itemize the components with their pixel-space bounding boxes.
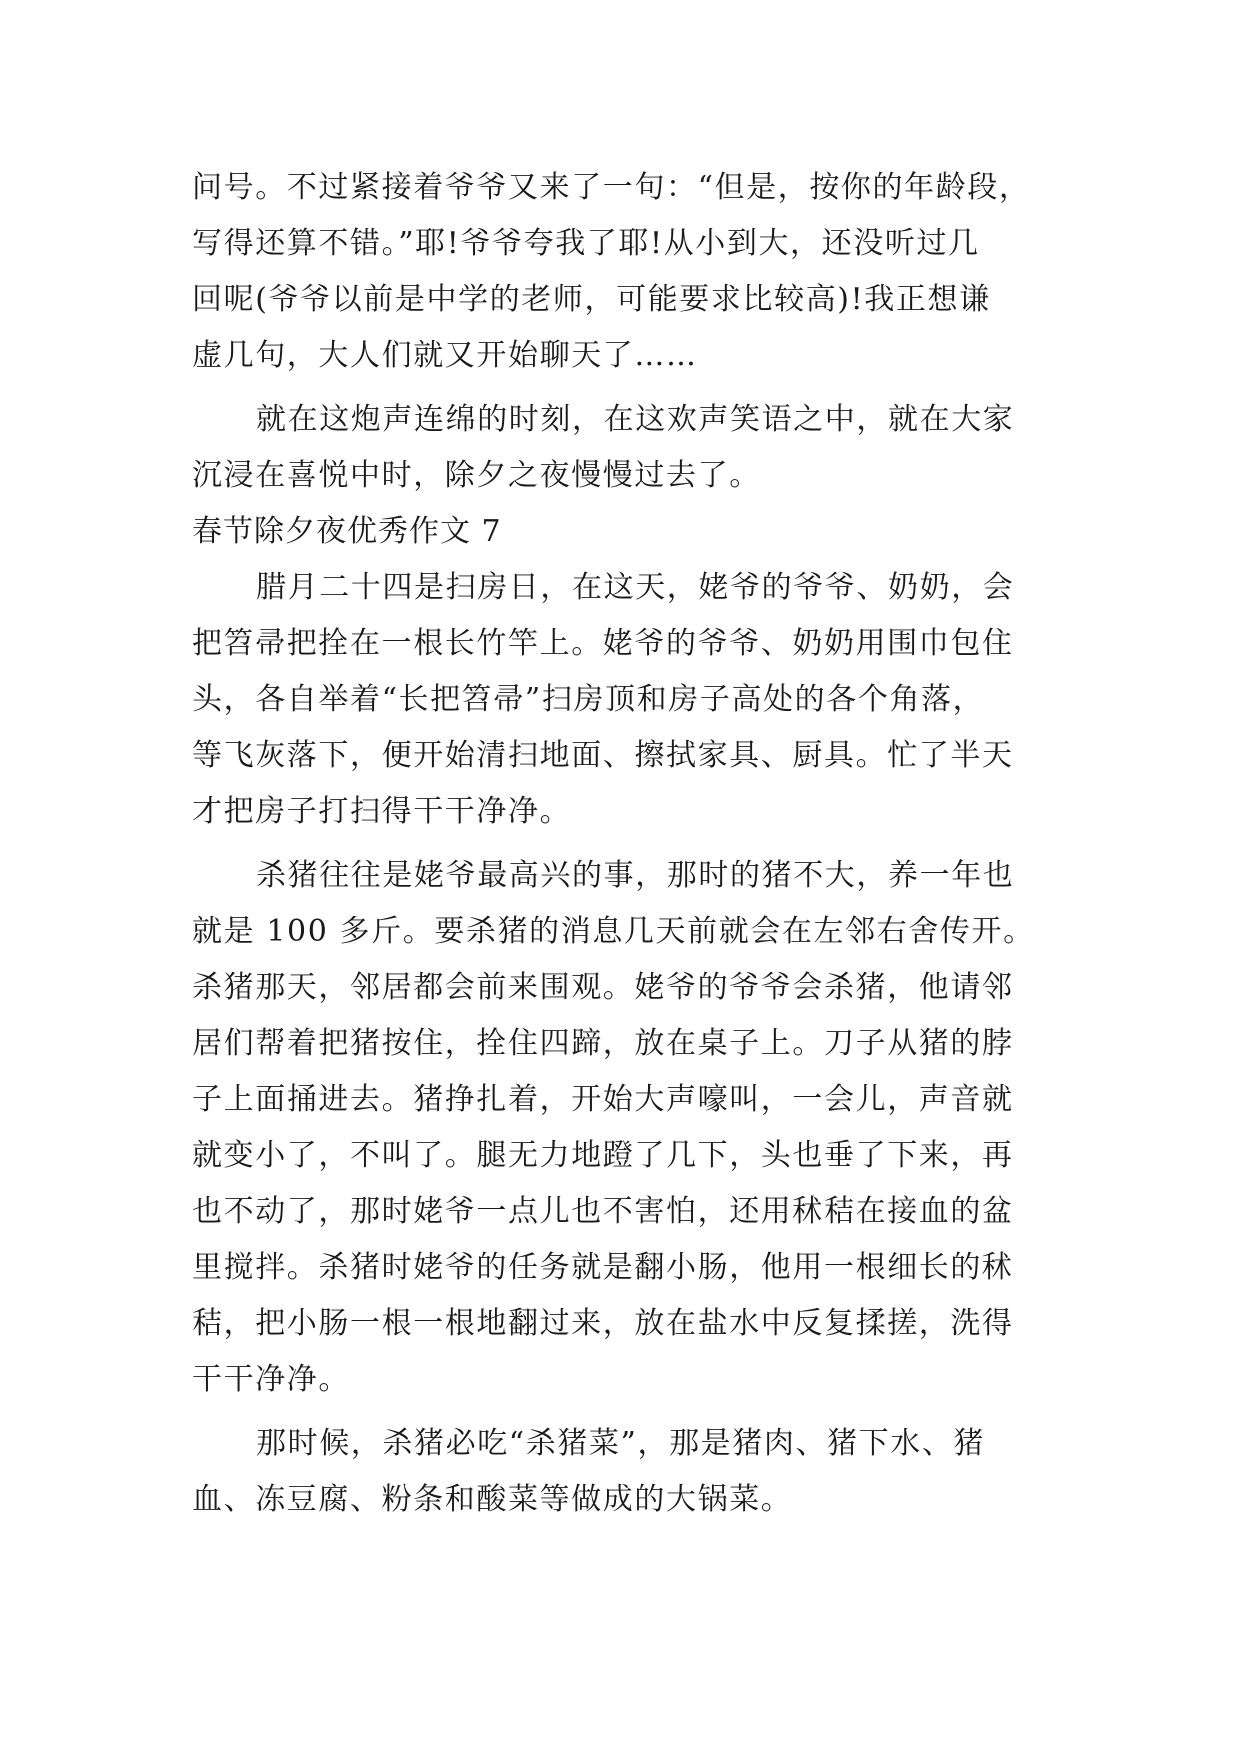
- text-line: 子上面捅进去。猪挣扎着，开始大声嚎叫，一会儿，声音就: [192, 1082, 1014, 1117]
- text-line: 居们帮着把猪按住，拴住四蹄，放在桌子上。刀子从猪的脖: [192, 1026, 1014, 1061]
- text-line: 头，各自举着“长把笤帚”扫房顶和房子高处的各个角落，: [192, 682, 985, 717]
- text-line: 才把房子打扫得干干净净。: [192, 794, 572, 829]
- text-line: 杀猪那天，邻居都会前来围观。姥爷的爷爷会杀猪，他请邻: [192, 970, 1014, 1005]
- text-line: 血、冻豆腐、粉条和酸菜等做成的大锅菜。: [192, 1482, 793, 1517]
- text-line: 就在这炮声连绵的时刻，在这欢声笑语之中，就在大家: [256, 402, 1015, 437]
- paragraph: [192, 848, 1052, 1408]
- document-body: [192, 160, 1052, 1528]
- text-line: 虚几句，大人们就又开始聊天了……: [192, 338, 698, 373]
- text-line: 也不动了，那时姥爷一点儿也不害怕，还用秫秸在接血的盆: [192, 1194, 1014, 1229]
- section-heading: 春节除夕夜优秀作文 7: [192, 514, 502, 549]
- text-line: 腊月二十四是扫房日，在这天，姥爷的爷爷、奶奶，会: [256, 570, 1015, 605]
- text-line: 沉浸在喜悦中时，除夕之夜慢慢过去了。: [192, 458, 761, 493]
- paragraph: [192, 160, 1052, 384]
- text-line: 秸，把小肠一根一根地翻过来，放在盐水中反复揉搓，洗得: [192, 1306, 1014, 1341]
- paragraph: [192, 1416, 1052, 1528]
- paragraph: [192, 560, 1052, 840]
- text-line: 就变小了，不叫了。腿无力地蹬了几下，头也垂了下来，再: [192, 1138, 1014, 1173]
- text-line: 把笤帚把拴在一根长竹竿上。姥爷的爷爷、奶奶用围巾包住: [192, 626, 1014, 661]
- text-line: 回呢(爷爷以前是中学的老师，可能要求比较高)!我正想谦: [192, 282, 991, 317]
- text-line: 里搅拌。杀猪时姥爷的任务就是翻小肠，他用一根细长的秫: [192, 1250, 1014, 1285]
- paragraph: [192, 392, 1052, 504]
- text-line: 等飞灰落下，便开始清扫地面、擦拭家具、厨具。忙了半天: [192, 738, 1014, 773]
- text-line: 那时候，杀猪必吃“杀猪菜”，那是猪肉、猪下水、猪: [256, 1426, 986, 1461]
- text-line: 写得还算不错。”耶!爷爷夸我了耶!从小到大，还没听过几: [192, 226, 980, 261]
- text-line: 干干净净。: [192, 1362, 350, 1397]
- text-line: 就是 100 多斤。要杀猪的消息几天前就会在左邻右舍传开。: [192, 914, 1035, 949]
- text-line: 问号。不过紧接着爷爷又来了一句：“但是，按你的年龄段，: [192, 170, 1031, 205]
- text-line: 杀猪往往是姥爷最高兴的事，那时的猪不大，养一年也: [256, 858, 1015, 893]
